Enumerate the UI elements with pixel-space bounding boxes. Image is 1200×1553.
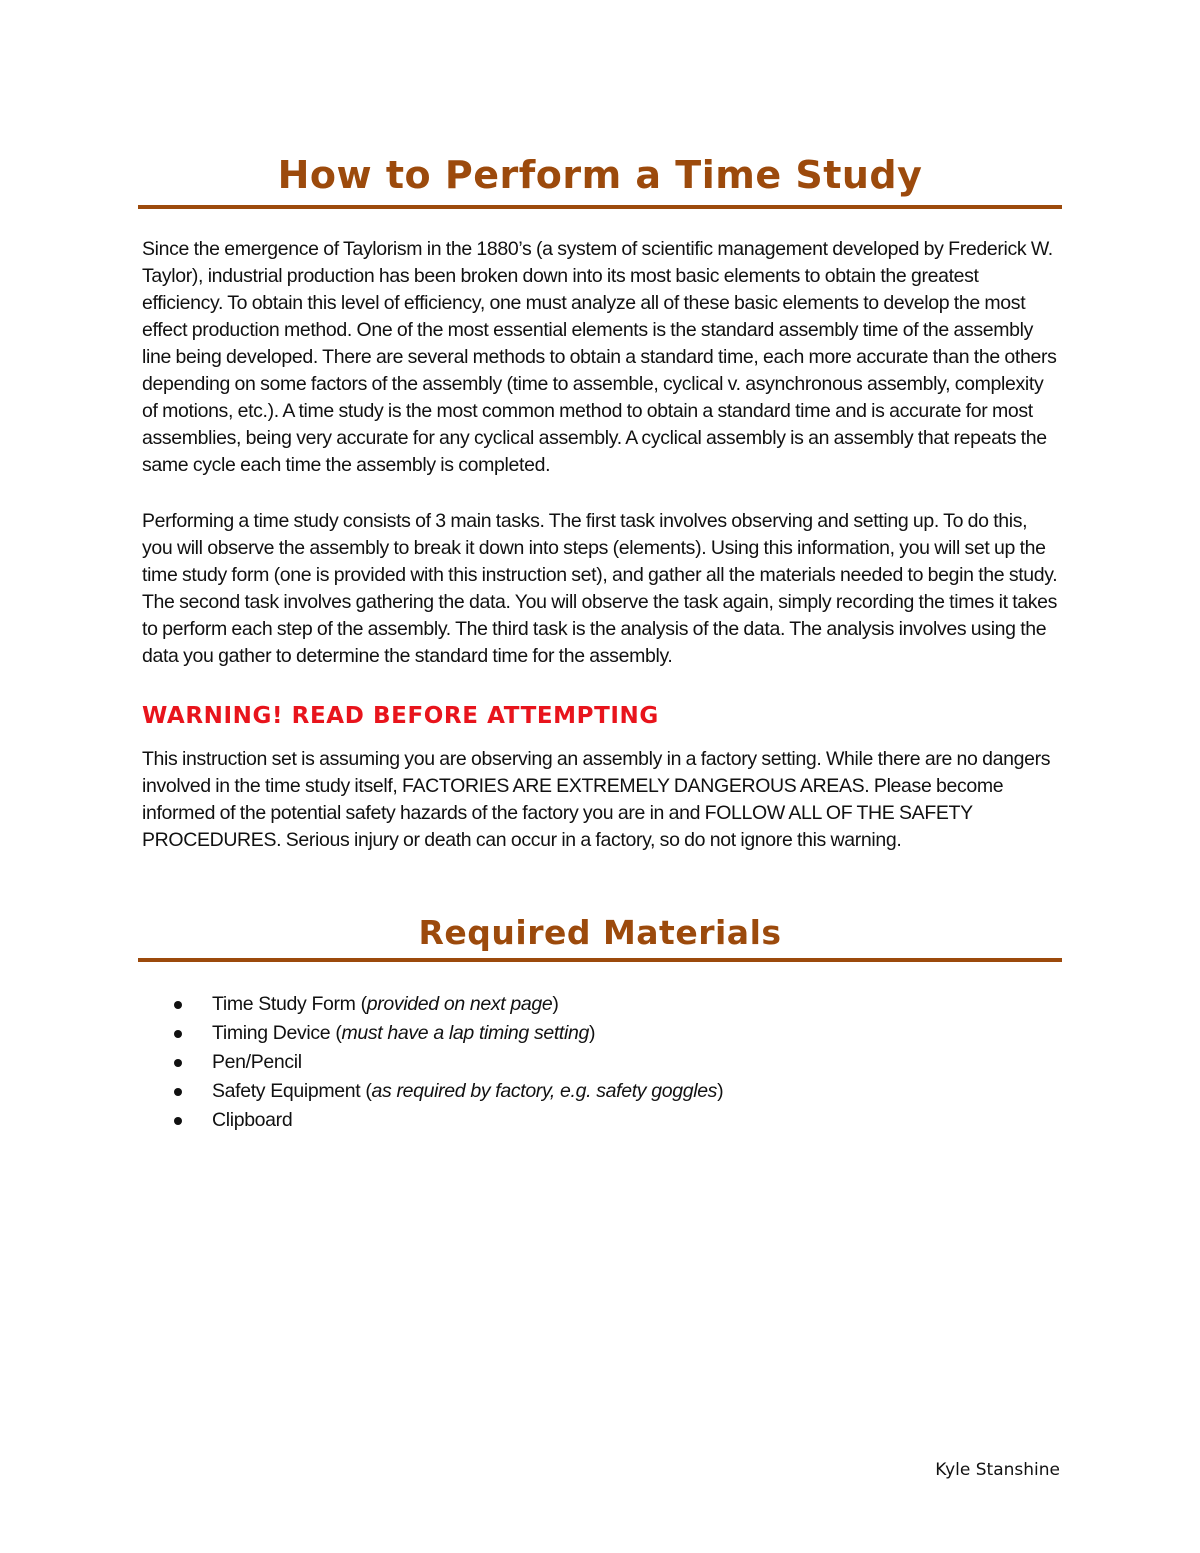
warning-heading: WARNING! READ BEFORE ATTEMPTING [142, 703, 659, 729]
material-name: Safety Equipment [212, 1080, 361, 1102]
material-note: must have a lap timing setting [341, 1022, 589, 1044]
list-item [172, 1106, 723, 1135]
bullet-icon [174, 1030, 182, 1038]
title-underline [138, 205, 1062, 209]
material-name: Time Study Form [212, 993, 356, 1015]
bullet-icon [174, 1088, 182, 1096]
list-item: Safety Equipment (as required by factory, e.g. safety goggles) [172, 1077, 723, 1106]
material-note: as required by factory, e.g. safety goggles [371, 1080, 718, 1102]
bullet-icon [174, 1059, 182, 1067]
page-title: How to Perform a Time Study [277, 153, 923, 197]
list-item: Time Study Form (provided on next page) [172, 990, 723, 1019]
author-footer: Kyle Stanshine [935, 1460, 1060, 1480]
warning-paragraph: This instruction set is assuming you are observing an assembly in a factory setting. While there are no dangers involved in the time study itself, FACTORIES ARE EXTREMELY DANGEROUS AREAS. Please become informed of the potential safety hazards of the factory you are in and FOLLOW ALL OF THE SAFETY PROCEDURES. Serious injury or death can occur in a factory, so do not ignore this warning. [142, 748, 1051, 851]
material-name: Pen/Pencil [212, 1051, 302, 1073]
material-name: Clipboard [212, 1109, 293, 1131]
tasks-paragraph: Performing a time study consists of 3 main tasks. The first task involves observing and setting up. To do this, you will observe the assembly to break it down into steps (elements). Using this information, you will set up the time study form (one is provided with this instruction set), and gather all the materials needed to begin the study. The second task involves gathering the data. You will observe the task again, simply recording the times it takes to perform each step of the assembly. The third task is the analysis of the data. The analysis involves using the data you gather to determine the standard time for the assembly. [142, 510, 1058, 667]
list-item: Timing Device (must have a lap timing setting) [172, 1019, 723, 1048]
materials-underline [138, 958, 1062, 962]
materials-list [172, 990, 723, 1135]
bullet-icon [174, 1117, 182, 1125]
material-note: provided on next page [366, 993, 553, 1015]
material-name: Timing Device [212, 1022, 331, 1044]
intro-paragraph: Since the emergence of Taylorism in the 1880’s (a system of scientific management developed by Frederick W. Taylor), industrial production has been broken down into its most basic elements to obtain the greatest efficiency. To obtain this level of efficiency, one must analyze all of these basic elements to develop the most effect production method. One of the most essential elements is the standard assembly time of the assembly line being developed. There are several methods to obtain a standard time, each more accurate than the others depending on some factors of the assembly (time to assemble, cyclical v. asynchronous assembly, complexity of motions, etc.). A time study is the most common method to obtain a standard time and is accurate for most assemblies, being very accurate for any cyclical assembly. A cyclical assembly is an assembly that repeats the same cycle each time the assembly is completed. [142, 238, 1057, 476]
bullet-icon [174, 1001, 182, 1009]
materials-heading: Required Materials [418, 913, 782, 952]
list-item [172, 1048, 723, 1077]
